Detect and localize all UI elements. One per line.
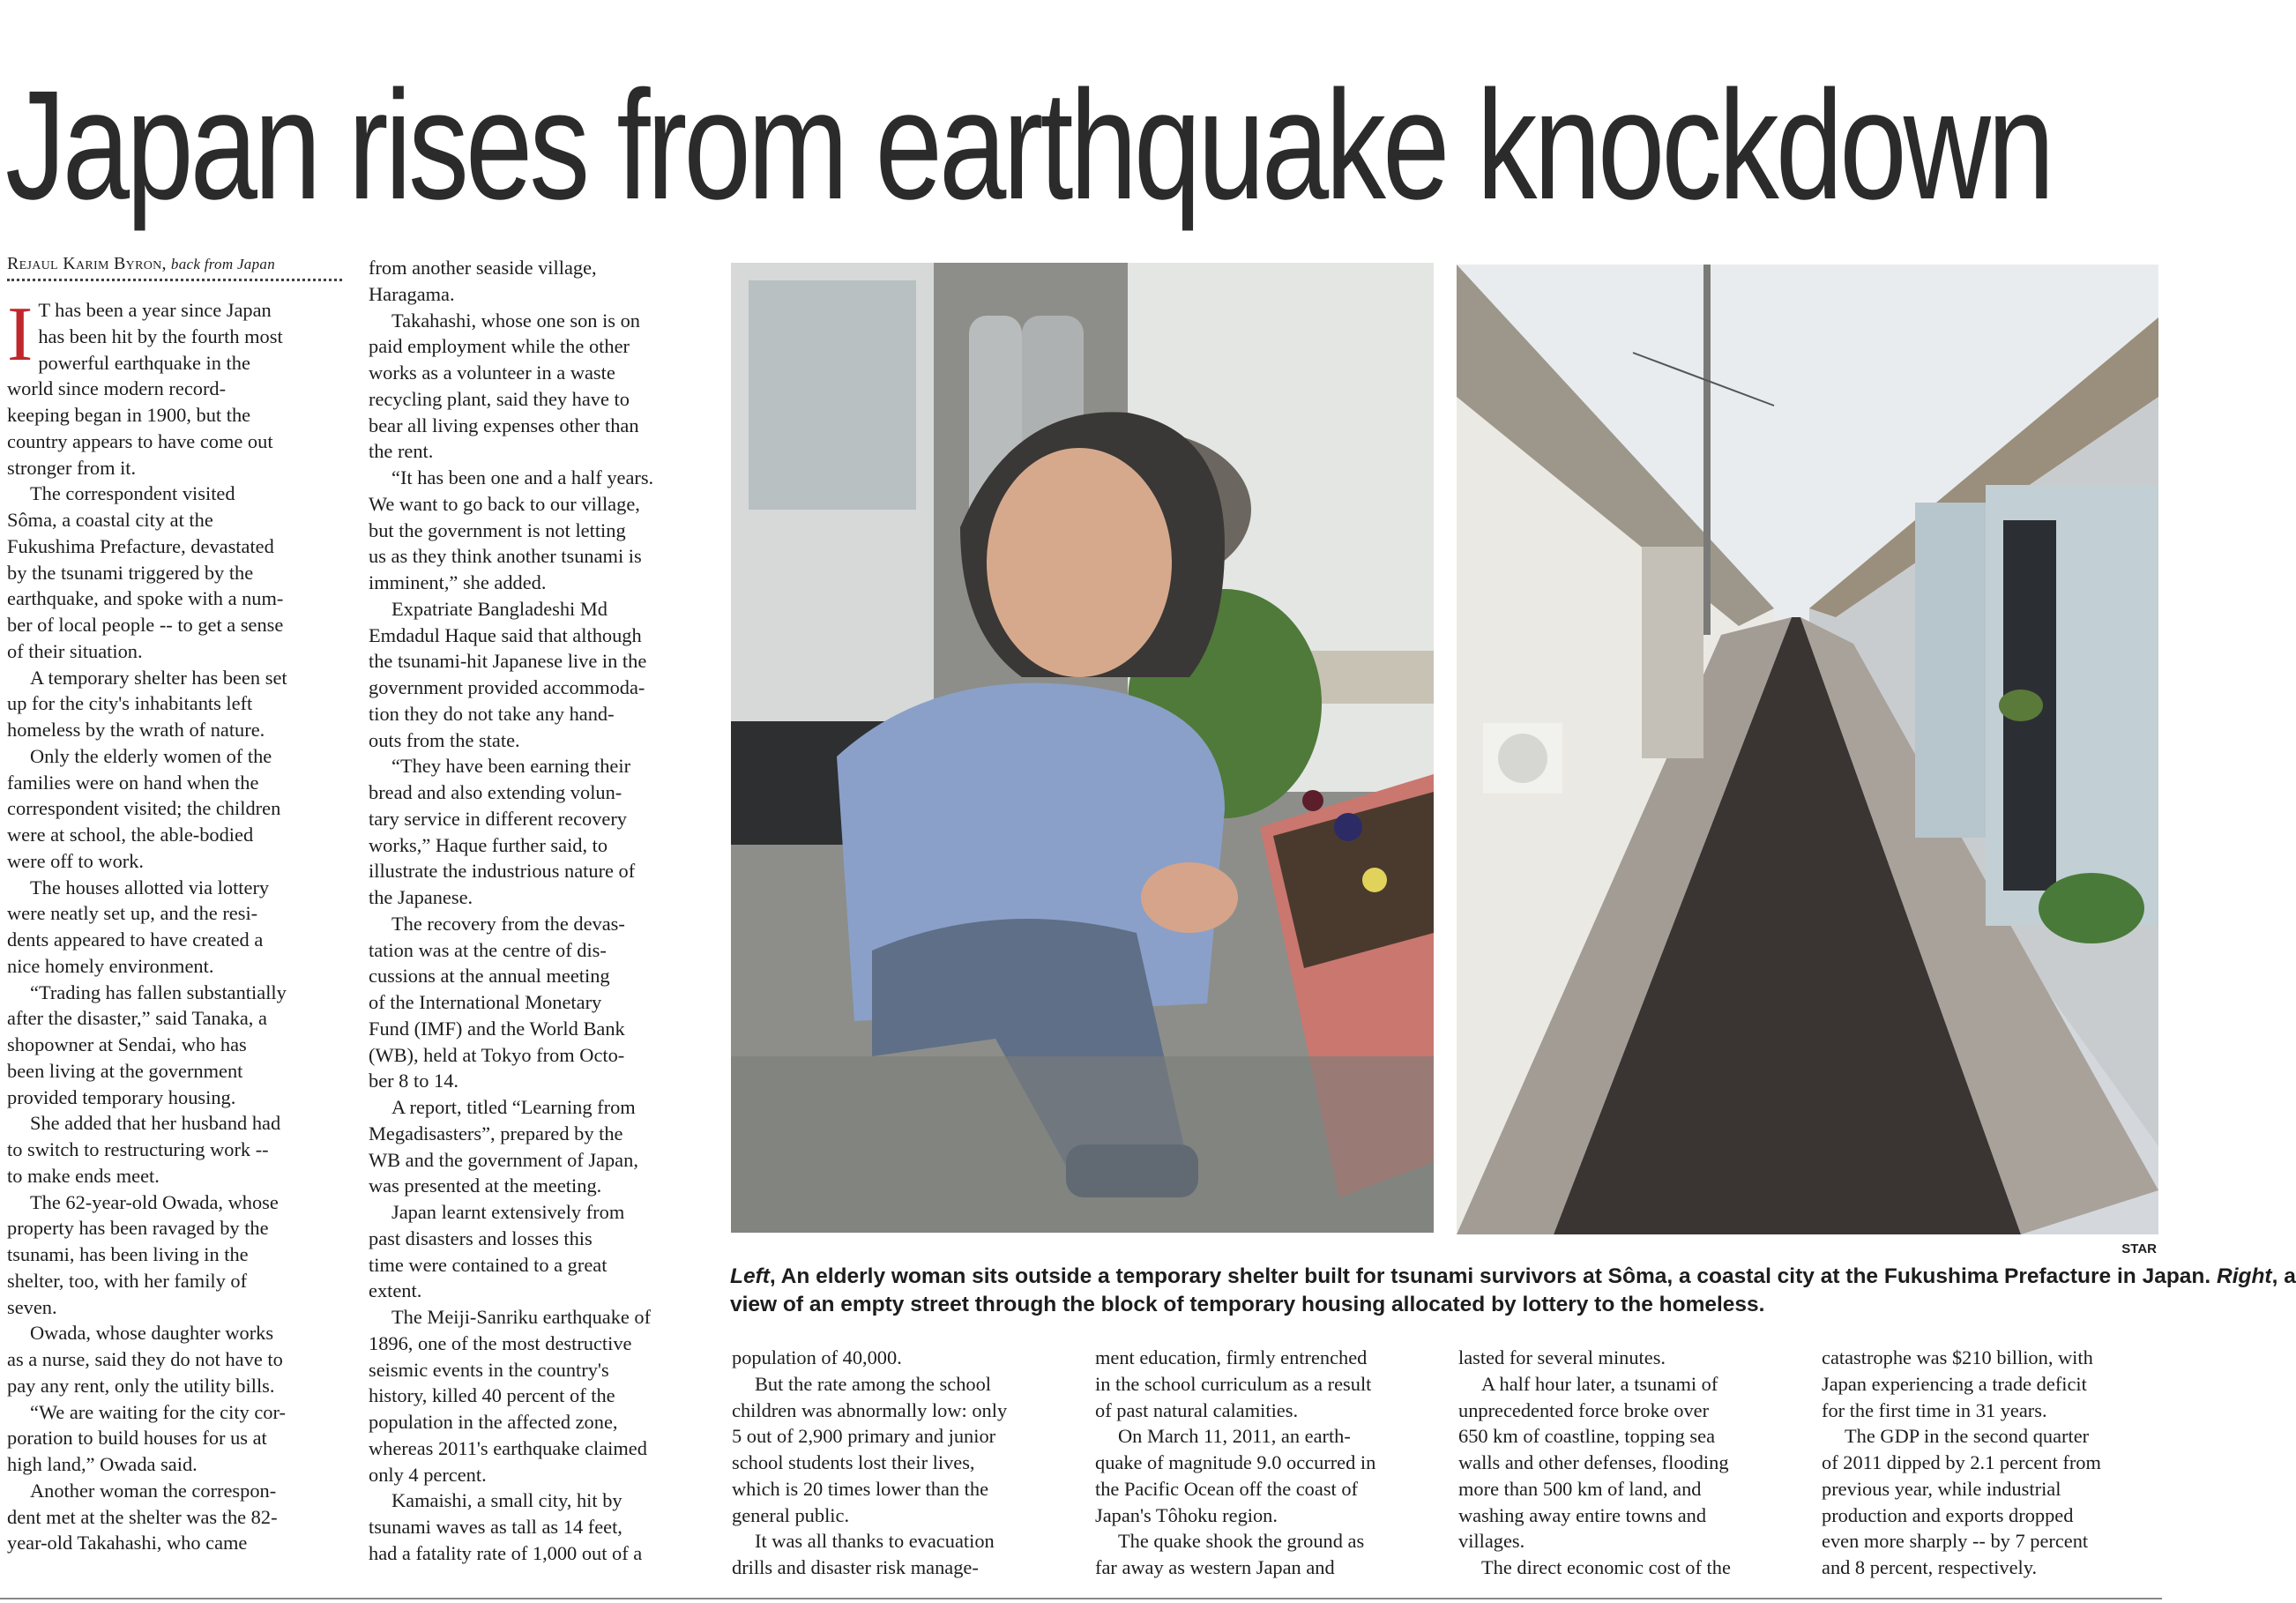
byline-name: Rejaul Karim Byron, bbox=[7, 254, 167, 273]
article-line: the Japanese. bbox=[369, 886, 473, 908]
article-line: shelter, too, with her family of bbox=[7, 1269, 248, 1292]
article-line: Takahashi, whose one son is on bbox=[391, 309, 641, 332]
article-line: ber of local people -- to get a sense bbox=[7, 614, 284, 636]
article-line: even more sharply -- by 7 percent bbox=[1822, 1530, 2089, 1553]
article-line: us as they think another tsunami is bbox=[369, 545, 642, 568]
article-line: tion they do not take any hand- bbox=[369, 702, 615, 725]
article-line: to switch to restructuring work -- bbox=[7, 1138, 269, 1160]
article-line: A half hour later, a tsunami of bbox=[1481, 1372, 1718, 1395]
article-line: were off to work. bbox=[7, 849, 145, 872]
article-line: “It has been one and a half years. bbox=[391, 466, 654, 488]
photo-credit: STAR bbox=[2121, 1241, 2157, 1256]
article-line: were neatly set up, and the resi- bbox=[7, 902, 258, 925]
article-line: up for the city's inhabitants left bbox=[7, 692, 253, 715]
headline: Japan rises from earthquake knockdown bbox=[5, 59, 2052, 232]
article-line: nice homely environment. bbox=[7, 954, 214, 977]
article-line: whereas 2011's earthquake claimed bbox=[369, 1436, 647, 1459]
article-line: outs from the state. bbox=[369, 728, 520, 751]
article-line: bear all living expenses other than bbox=[369, 414, 639, 436]
article-line: Only the elderly women of the bbox=[30, 744, 272, 767]
article-column-4 bbox=[1095, 1345, 1439, 1581]
article-line: Sôma, a coastal city at the bbox=[7, 509, 213, 531]
article-line: far away as western Japan and bbox=[1095, 1556, 1335, 1578]
page-bottom-rule bbox=[0, 1598, 2162, 1599]
photo-caption bbox=[730, 1263, 2296, 1319]
article-line: ment education, firmly entrenched bbox=[1095, 1346, 1368, 1368]
article-line: homeless by the wrath of nature. bbox=[7, 719, 265, 741]
article-line: population in the affected zone, bbox=[369, 1411, 618, 1433]
article-line: Another woman the correspon- bbox=[30, 1479, 277, 1502]
article-line: general public. bbox=[732, 1503, 850, 1526]
article-line: cussions at the annual meeting bbox=[369, 965, 610, 988]
article-line: dents appeared to have created a bbox=[7, 928, 264, 951]
article-line: A report, titled “Learning from bbox=[391, 1096, 636, 1118]
article-line: provided temporary housing. bbox=[7, 1085, 236, 1108]
article-line: in the school curriculum as a result bbox=[1095, 1372, 1372, 1395]
article-line: ber 8 to 14. bbox=[369, 1070, 458, 1092]
article-line: but the government is not letting bbox=[369, 518, 626, 541]
article-line: population of 40,000. bbox=[732, 1346, 902, 1368]
article-line: Kamaishi, a small city, hit by bbox=[391, 1489, 622, 1512]
article-line: Emdadul Haque said that although bbox=[369, 623, 642, 646]
caption-line-1 bbox=[730, 1263, 2296, 1291]
article-column-1 bbox=[7, 249, 342, 1556]
article-line: seven. bbox=[7, 1295, 57, 1318]
article-line: were at school, the able-bodied bbox=[7, 824, 254, 846]
byline bbox=[7, 249, 342, 279]
article-line: paid employment while the other bbox=[369, 335, 630, 358]
article-line: has been hit by the fourth most bbox=[38, 324, 283, 347]
article-line: “We are waiting for the city cor- bbox=[30, 1400, 286, 1423]
article-line: A temporary shelter has been set bbox=[30, 666, 287, 689]
article-line: children was abnormally low: only bbox=[732, 1398, 1008, 1421]
article-line: Expatriate Bangladeshi Md bbox=[391, 597, 608, 620]
article-line: powerful earthquake in the bbox=[38, 351, 250, 374]
article-line: after the disaster,” said Tanaka, a bbox=[7, 1007, 267, 1030]
article-line: The 62-year-old Owada, whose bbox=[30, 1190, 279, 1213]
article-line: been living at the government bbox=[7, 1059, 243, 1082]
article-line: illustrate the industrious nature of bbox=[369, 860, 636, 883]
article-line: works as a volunteer in a waste bbox=[369, 362, 615, 384]
article-line: for the first time in 31 years. bbox=[1822, 1398, 2047, 1421]
article-column-5 bbox=[1458, 1345, 1802, 1581]
article-line: recycling plant, said they have to bbox=[369, 387, 630, 410]
article-line: villages. bbox=[1458, 1530, 1525, 1553]
article-line: keeping began in 1900, but the bbox=[7, 404, 251, 426]
article-line: It was all thanks to evacuation bbox=[755, 1530, 995, 1553]
article-column-6 bbox=[1822, 1345, 2157, 1581]
article-line: more than 500 km of land, and bbox=[1458, 1477, 1702, 1500]
article-line: past disasters and losses this bbox=[369, 1226, 593, 1249]
article-line: catastrophe was $210 billion, with bbox=[1822, 1346, 2093, 1368]
article-line: Japan learnt extensively from bbox=[391, 1201, 625, 1223]
drop-cap: I bbox=[7, 292, 34, 377]
article-line: of their situation. bbox=[7, 639, 143, 662]
article-line: seismic events in the country's bbox=[369, 1358, 609, 1381]
article-line: Owada, whose daughter works bbox=[30, 1322, 274, 1345]
article-line: Japan experiencing a trade deficit bbox=[1822, 1372, 2087, 1395]
article-line: the tsunami-hit Japanese live in the bbox=[369, 650, 647, 673]
article-line: had a fatality rate of 1,000 out of a bbox=[369, 1541, 643, 1564]
article-line: and 8 percent, respectively. bbox=[1822, 1556, 2038, 1578]
article-line: only 4 percent. bbox=[369, 1463, 487, 1486]
article-line: families were on hand when the bbox=[7, 771, 259, 794]
byline-location: back from Japan bbox=[170, 256, 276, 272]
article-line: property has been ravaged by the bbox=[7, 1217, 269, 1240]
article-line: The houses allotted via lottery bbox=[30, 876, 270, 898]
article-line: high land,” Owada said. bbox=[7, 1453, 198, 1475]
article-line: world since modern record- bbox=[7, 377, 227, 400]
article-line: imminent,” she added. bbox=[369, 571, 547, 593]
article-line: poration to build houses for us at bbox=[7, 1427, 267, 1450]
article-line: tsunami waves as tall as 14 feet, bbox=[369, 1516, 622, 1538]
article-line: of past natural calamities. bbox=[1095, 1398, 1299, 1421]
article-line: “They have been earning their bbox=[391, 755, 631, 778]
article-line: by the tsunami triggered by the bbox=[7, 561, 254, 584]
article-line: previous year, while industrial bbox=[1822, 1477, 2061, 1500]
article-line: drills and disaster risk manage- bbox=[732, 1556, 979, 1578]
photo-temporary-housing-street bbox=[1457, 265, 2158, 1234]
article-line: The direct economic cost of the bbox=[1481, 1556, 1731, 1578]
article-line: WB and the government of Japan, bbox=[369, 1148, 638, 1171]
article-line: school students lost their lives, bbox=[732, 1451, 975, 1473]
caption-line-1-end: , a bbox=[2271, 1264, 2296, 1288]
photo-elderly-woman-gardening bbox=[731, 263, 1434, 1233]
caption-line-2: view of an empty street through the block of temporary housing allocated by lottery to the homeless. bbox=[730, 1293, 1765, 1316]
article-line: shopowner at Sendai, who has bbox=[7, 1033, 247, 1055]
article-line: The recovery from the devas- bbox=[391, 912, 625, 935]
article-line: year-old Takahashi, who came bbox=[7, 1532, 248, 1555]
article-line: of the International Monetary bbox=[369, 991, 602, 1013]
article-line: “Trading has fallen substantially bbox=[30, 980, 287, 1003]
article-line: of 2011 dipped by 2.1 percent from bbox=[1822, 1451, 2101, 1473]
article-line: Japan's Tôhoku region. bbox=[1095, 1503, 1278, 1526]
article-line: (WB), held at Tokyo from Octo- bbox=[369, 1043, 625, 1066]
article-line: tary service in different recovery bbox=[369, 807, 628, 830]
article-line: The correspondent visited bbox=[30, 482, 235, 505]
article-line: production and exports dropped bbox=[1822, 1503, 2074, 1526]
article-line: government provided accommoda- bbox=[369, 676, 645, 698]
article-line: from another seaside village, bbox=[369, 257, 597, 279]
article-line: bread and also extending volun- bbox=[369, 781, 622, 803]
article-column-3 bbox=[732, 1345, 1076, 1581]
article-line: to make ends meet. bbox=[7, 1164, 160, 1187]
article-line: washing away entire towns and bbox=[1458, 1503, 1707, 1526]
article-line: T has been a year since Japan bbox=[38, 299, 272, 321]
article-line: as a nurse, said they do not have to bbox=[7, 1348, 283, 1370]
article-line: The GDP in the second quarter bbox=[1845, 1425, 2090, 1448]
article-line: We want to go back to our village, bbox=[369, 492, 640, 515]
article-line: But the rate among the school bbox=[755, 1372, 991, 1395]
article-line: works,” Haque further said, to bbox=[369, 833, 608, 856]
article-line: dent met at the shelter was the 82- bbox=[7, 1505, 278, 1528]
article-line: Megadisasters”, prepared by the bbox=[369, 1122, 623, 1144]
article-line: tation was at the centre of dis- bbox=[369, 938, 607, 961]
article-line: was presented at the meeting. bbox=[369, 1174, 602, 1197]
article-line: Haragama. bbox=[369, 282, 455, 305]
photo-left-illustration bbox=[731, 263, 1434, 1233]
article-line: Fund (IMF) and the World Bank bbox=[369, 1017, 625, 1040]
article-line: 650 km of coastline, topping sea bbox=[1458, 1425, 1716, 1448]
article-line: unprecedented force broke over bbox=[1458, 1398, 1710, 1421]
article-line: quake of magnitude 9.0 occurred in bbox=[1095, 1451, 1376, 1473]
article-line: the Pacific Ocean off the coast of bbox=[1095, 1477, 1358, 1500]
article-line: time were contained to a great bbox=[369, 1253, 608, 1276]
caption-left-text: , An elderly woman sits outside a temporary shelter built for tsunami survivors at Sôma, a coastal city at the Fukushima Prefacture in Japan. bbox=[769, 1264, 2217, 1288]
article-line: the rent. bbox=[369, 440, 434, 463]
article-line: She added that her husband had bbox=[30, 1112, 281, 1135]
article-line: history, killed 40 percent of the bbox=[369, 1384, 615, 1407]
caption-right-label: Right bbox=[2217, 1264, 2272, 1288]
article-column-2 bbox=[369, 255, 714, 1567]
article-line: The Meiji-Sanriku earthquake of bbox=[391, 1306, 652, 1328]
article-line: The quake shook the ground as bbox=[1118, 1530, 1365, 1553]
article-line: On March 11, 2011, an earth- bbox=[1118, 1425, 1351, 1448]
article-line: stronger from it. bbox=[7, 456, 137, 479]
article-line: 5 out of 2,900 primary and junior bbox=[732, 1425, 996, 1448]
article-line: earthquake, and spoke with a num- bbox=[7, 587, 284, 610]
article-line: 1896, one of the most destructive bbox=[369, 1331, 632, 1354]
photo-right-illustration bbox=[1457, 265, 2158, 1234]
article-line: correspondent visited; the children bbox=[7, 797, 281, 820]
article-line: country appears to have come out bbox=[7, 429, 273, 452]
byline-divider bbox=[7, 279, 342, 297]
article-line: tsunami, has been living in the bbox=[7, 1243, 249, 1265]
article-line: Fukushima Prefacture, devastated bbox=[7, 534, 274, 557]
article-line: lasted for several minutes. bbox=[1458, 1346, 1666, 1368]
article-line: walls and other defenses, flooding bbox=[1458, 1451, 1729, 1473]
caption-left-label: Left bbox=[730, 1264, 770, 1288]
article-line: which is 20 times lower than the bbox=[732, 1477, 989, 1500]
article-line: extent. bbox=[369, 1279, 422, 1302]
article-line: pay any rent, only the utility bills. bbox=[7, 1374, 275, 1397]
